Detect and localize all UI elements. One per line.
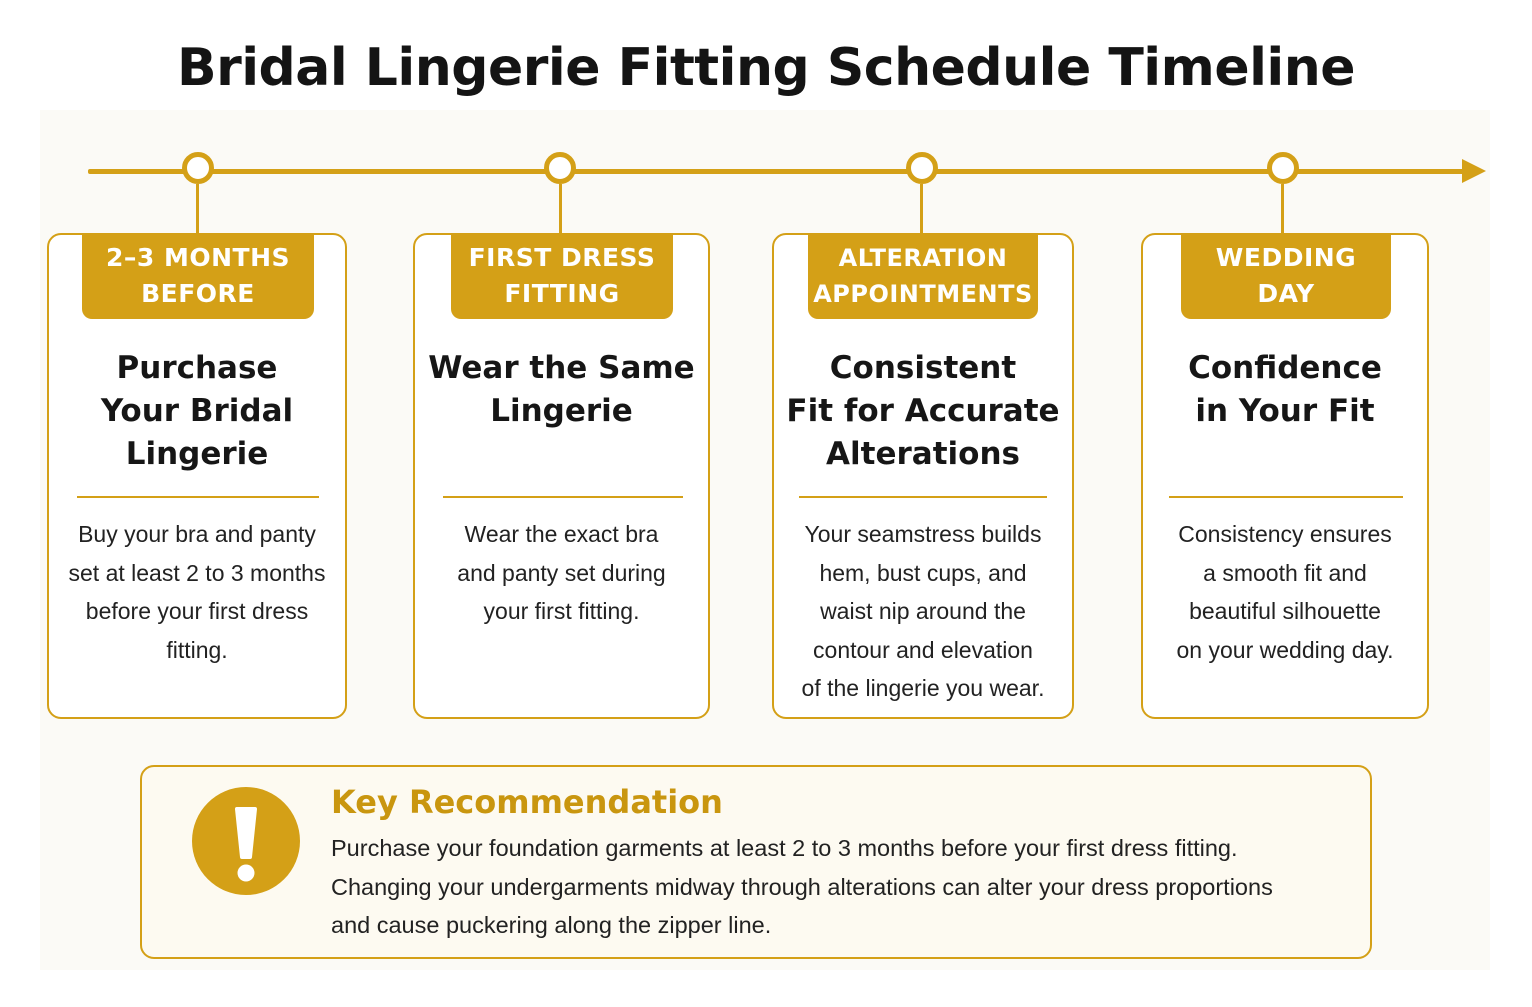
stage-divider — [443, 496, 683, 498]
stage-heading: Purchase Your Bridal Lingerie — [100, 350, 294, 472]
stage-badge: FIRST DRESS FITTING — [451, 233, 673, 319]
recommendation-title: Key Recommendation — [331, 783, 723, 821]
key-recommendation-box — [140, 765, 1372, 959]
stage-badge: WEDDING DAY — [1181, 233, 1391, 319]
milestone-node-1 — [182, 152, 214, 184]
milestone-connector-4 — [1281, 184, 1284, 234]
milestone-node-2 — [544, 152, 576, 184]
stage-card-1 — [47, 233, 347, 719]
stage-description: Wear the exact bra and panty set during your first fitting. — [457, 521, 666, 624]
stage-heading: Confidence in Your Fit — [1188, 350, 1382, 429]
exclamation-icon — [192, 787, 300, 895]
stage-divider — [799, 496, 1047, 498]
stage-description: Buy your bra and panty set at least 2 to 3 months before your first dress fitting. — [68, 521, 326, 663]
milestone-node-3 — [906, 152, 938, 184]
stage-card-2 — [413, 233, 710, 719]
timeline-line — [88, 169, 1473, 174]
milestone-connector-1 — [196, 184, 199, 234]
milestone-connector-3 — [920, 184, 923, 234]
stage-divider — [77, 496, 319, 498]
milestone-connector-2 — [559, 184, 562, 234]
timeline-arrow-icon — [1462, 159, 1486, 183]
stage-heading: Wear the Same Lingerie — [428, 350, 695, 429]
stage-heading: Consistent Fit for Accurate Alterations — [786, 350, 1060, 472]
stage-description: Consistency ensures a smooth fit and beautiful silhouette on your wedding day. — [1176, 521, 1394, 663]
milestone-node-4 — [1267, 152, 1299, 184]
stage-card-4 — [1141, 233, 1429, 719]
page-title: Bridal Lingerie Fitting Schedule Timeline — [176, 38, 1356, 98]
stage-badge: 2–3 MONTHS BEFORE — [82, 233, 314, 319]
stage-badge: ALTERATION APPOINTMENTS — [808, 233, 1038, 319]
stage-description: Your seamstress builds hem, bust cups, and waist nip around the contour and elevation of the lingerie you wear. — [801, 521, 1045, 701]
stage-divider — [1169, 496, 1403, 498]
stage-card-3 — [772, 233, 1074, 719]
recommendation-text: Purchase your foundation garments at least 2 to 3 months before your first dress fitting. Changing your undergarments midway through alterations can alter your dress proportions and cause puckering along the zipper line. — [331, 835, 1273, 938]
